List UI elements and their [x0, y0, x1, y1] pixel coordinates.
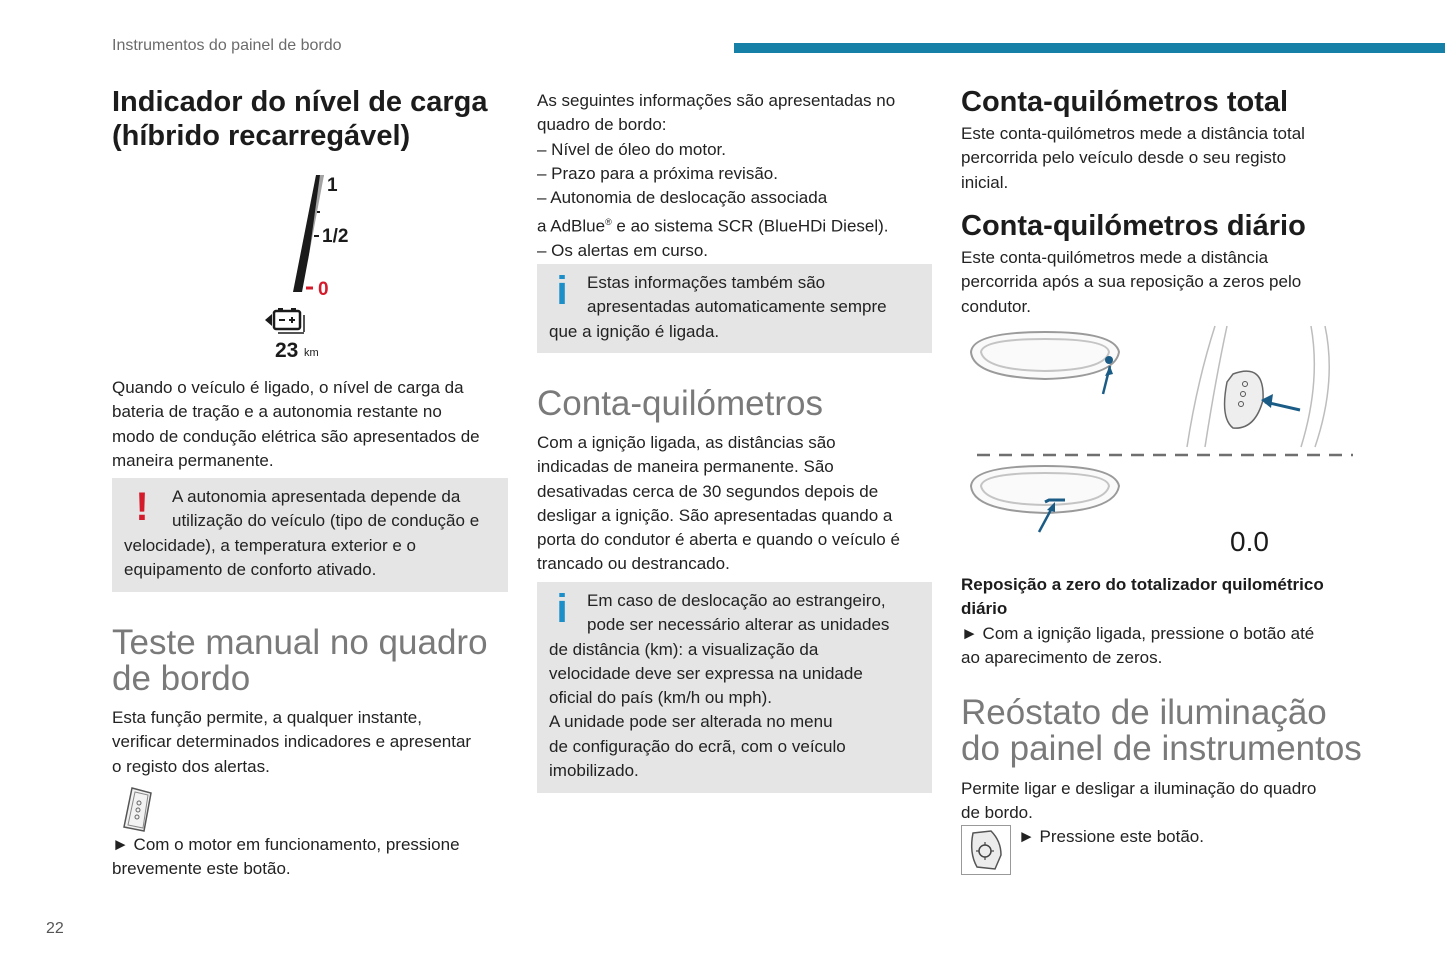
body-line: percorrida pelo veículo desde o seu registo	[961, 148, 1287, 168]
range-unit: km	[304, 347, 319, 359]
note-line: imobilizado.	[549, 761, 639, 781]
header-accent-bar	[734, 43, 1445, 53]
note-line: de configuração do ecrã, com o veículo	[549, 736, 846, 756]
title-line: Indicador do nível de carga	[112, 86, 488, 118]
list-item: – Autonomia de deslocação associada	[537, 188, 828, 208]
instrument-cluster-bottom	[971, 466, 1119, 532]
list-item: – Os alertas em curso.	[537, 241, 709, 261]
step-line: ► Com o motor em funcionamento, pressione	[112, 835, 460, 854]
info-note-ignition	[537, 264, 932, 353]
note-line: oficial do país (km/h ou mph).	[549, 688, 772, 708]
body-line: Este conta-quilómetros mede a distância total	[961, 124, 1305, 143]
info-note-units	[537, 582, 932, 793]
info-icon: i	[556, 587, 568, 631]
manual-test-step	[112, 833, 512, 882]
total-odometer-body	[961, 122, 1353, 195]
trip-reset-illustration	[965, 322, 1355, 562]
note-line: utilização do veículo (tipo de condução e	[172, 511, 480, 531]
note-line: que a ignição é ligada.	[549, 321, 720, 341]
text-span: a AdBlue	[537, 217, 606, 237]
total-odometer-title: Conta-quilómetros total	[961, 86, 1289, 118]
info-list	[537, 89, 932, 264]
rheostat-body	[961, 777, 1353, 826]
note-line: A autonomia apresentada depende da	[172, 487, 461, 506]
manual-test-body	[112, 706, 512, 779]
step-line: brevemente este botão.	[112, 859, 291, 879]
page-number: 22	[46, 920, 64, 937]
charge-level-body	[112, 376, 512, 473]
caption-line: Reposição a zero do totalizador quilométrico	[961, 575, 1324, 594]
list-item-continued	[537, 210, 932, 239]
body-line: Permite ligar e desligar a iluminação do quadro	[961, 779, 1317, 798]
body-line: de bordo.	[961, 803, 1033, 823]
title-line: Teste manual no quadro	[112, 623, 488, 662]
body-line: trancado ou destrancado.	[537, 554, 730, 574]
note-line: velocidade deve ser expressa na unidade	[549, 663, 863, 683]
charge-gauge-illustration	[262, 170, 372, 365]
body-line: Esta função permite, a qualquer instante,	[112, 708, 422, 727]
title-line: do painel de instrumentos	[961, 729, 1362, 768]
gauge-label-full: 1	[327, 175, 338, 196]
rheostat-button-icon	[961, 825, 1011, 875]
caption-line: diário	[961, 599, 1008, 619]
range-value: 23	[275, 339, 299, 362]
odometer-body	[537, 431, 932, 577]
title-line: (híbrido recarregável)	[112, 120, 411, 152]
title-line: de bordo	[112, 659, 251, 698]
note-line: velocidade), a temperatura exterior e o	[124, 535, 416, 555]
body-line: verificar determinados indicadores e apresentar	[112, 732, 472, 752]
steering-stalk-view	[1187, 326, 1329, 447]
body-line: Com a ignição ligada, as distâncias são	[537, 433, 836, 452]
list-item: – Prazo para a próxima revisão.	[537, 163, 778, 183]
info-icon: i	[556, 269, 568, 313]
rheostat-title	[961, 695, 1381, 767]
body-line: indicadas de maneira permanente. São	[537, 457, 834, 477]
reset-display-value: 0.0	[1230, 526, 1269, 557]
body-line: maneira permanente.	[112, 450, 274, 470]
gauge-label-zero: 0	[318, 279, 329, 300]
gauge-label-half: 1/2	[322, 226, 349, 247]
list-item: – Nível de óleo do motor.	[537, 139, 727, 159]
body-line: bateria de tração e a autonomia restante no	[112, 402, 442, 422]
title-line: Reóstato de iluminação	[961, 693, 1327, 732]
odometer-title: Conta-quilómetros	[537, 384, 823, 423]
body-line: Quando o veículo é ligado, o nível de carga da	[112, 378, 464, 397]
running-header: Instrumentos do painel de bordo	[112, 37, 342, 54]
note-line: Em caso de deslocação ao estrangeiro,	[587, 591, 886, 610]
stalk-button-icon	[118, 785, 158, 835]
daily-odometer-body	[961, 246, 1353, 319]
note-line: equipamento de conforto ativado.	[124, 559, 377, 579]
note-line: de distância (km): a visualização da	[549, 639, 819, 659]
text-span: e ao sistema SCR (BlueHDi Diesel).	[611, 217, 889, 237]
body-line: condutor.	[961, 296, 1031, 316]
body-line: desligar a ignição. São apresentadas quando a	[537, 505, 893, 525]
warning-icon: !	[135, 485, 149, 529]
body-line: modo de condução elétrica são apresentados de	[112, 426, 480, 446]
step-line: ao aparecimento de zeros.	[961, 647, 1163, 667]
trip-reset-caption	[961, 573, 1353, 670]
warning-note	[112, 478, 508, 592]
battery-icon	[265, 308, 304, 333]
body-line: o registo dos alertas.	[112, 756, 270, 776]
manual-test-title	[112, 625, 512, 697]
body-line: As seguintes informações são apresentadas no	[537, 91, 896, 110]
body-line: porta do condutor é aberta e quando o veículo é	[537, 530, 900, 550]
note-line: Estas informações também são	[587, 273, 826, 292]
body-line: inicial.	[961, 172, 1009, 192]
daily-odometer-title: Conta-quilómetros diário	[961, 210, 1306, 242]
body-line: percorrida após a sua reposição a zeros pelo	[961, 272, 1302, 292]
body-line: Este conta-quilómetros mede a distância	[961, 248, 1269, 267]
registered-mark: ®	[605, 217, 612, 228]
body-line: desativadas cerca de 30 segundos depois de	[537, 481, 879, 501]
note-line: A unidade pode ser alterada no menu	[549, 712, 833, 732]
charge-level-title	[112, 85, 512, 153]
step-line: ► Com a ignição ligada, pressione o botão até	[961, 623, 1315, 643]
body-line: quadro de bordo:	[537, 115, 667, 135]
instrument-cluster-top	[971, 332, 1119, 394]
note-line: pode ser necessário alterar as unidades	[587, 615, 890, 635]
note-line: apresentadas automaticamente sempre	[587, 297, 887, 317]
rheostat-step: ► Pressione este botão.	[1018, 827, 1204, 846]
